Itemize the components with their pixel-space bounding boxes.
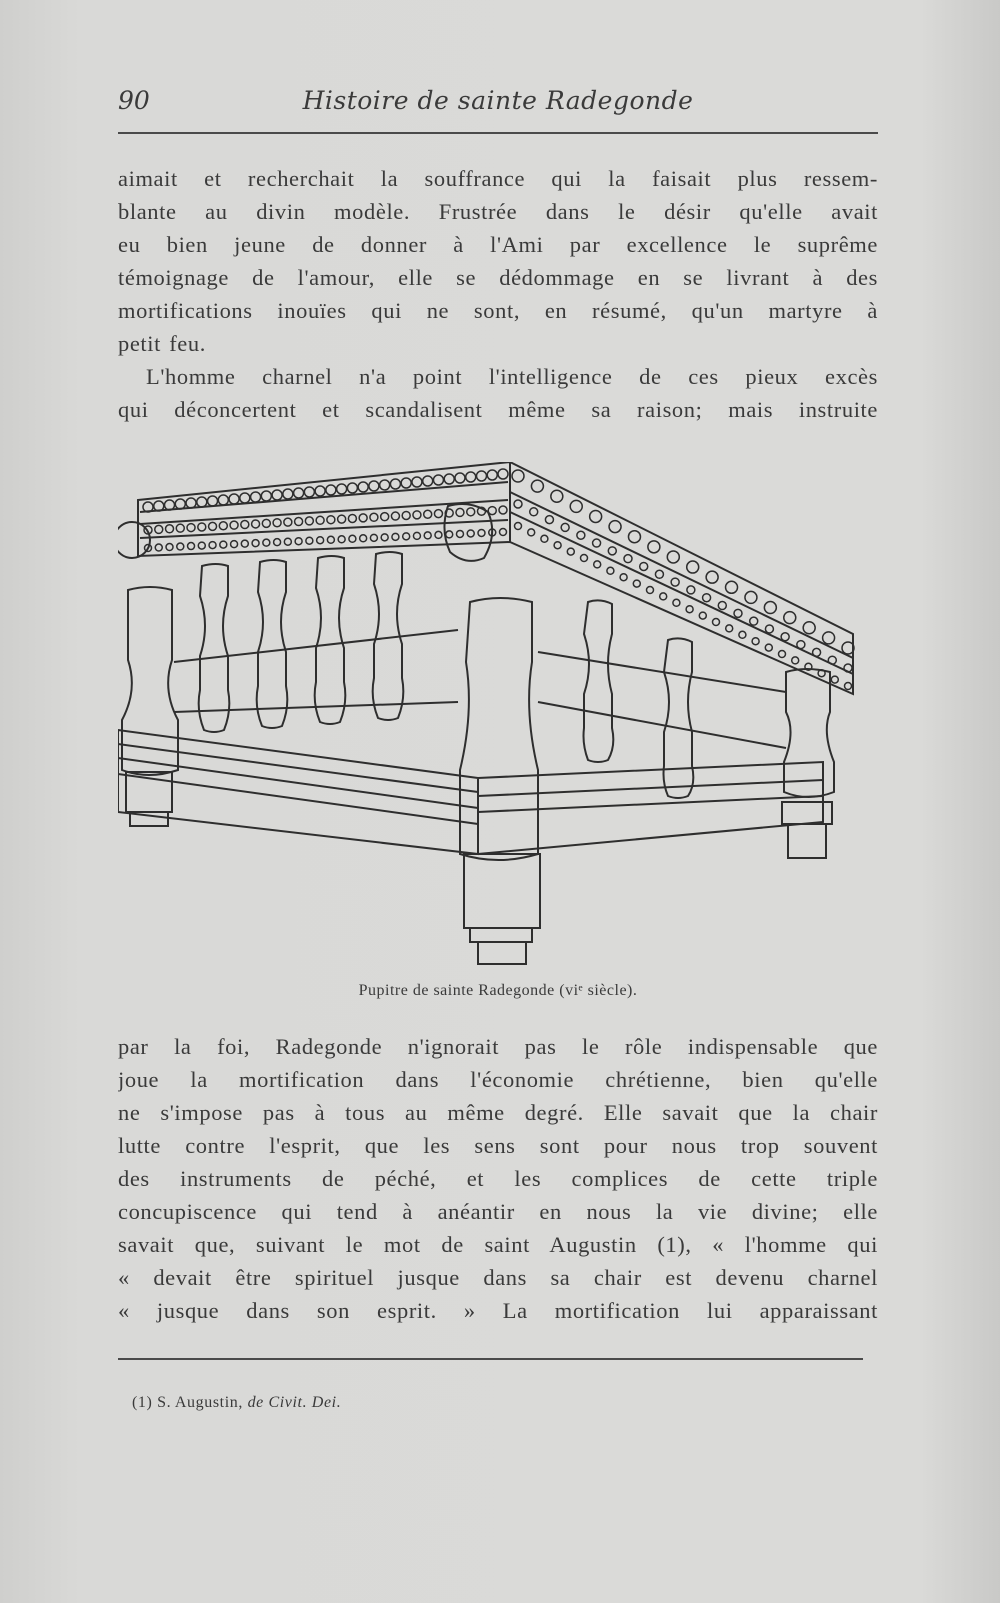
text-line: concupiscence qui tend à anéantir en nous la vie divine; elle [118, 1199, 878, 1224]
text-line: lutte contre l'esprit, que les sens sont pour nous trop souvent [118, 1133, 878, 1158]
page-header [118, 86, 878, 126]
text-line: « devait être spirituel jusque dans sa chair est devenu charnel [118, 1265, 878, 1290]
footnote-rule [118, 1358, 863, 1360]
paragraph-bottom [118, 1030, 878, 1327]
footnote [132, 1394, 341, 1412]
text-line: L'homme charnel n'a point l'intelligence de ces pieux excès [146, 364, 878, 389]
text-line: aimait et recherchait la souffrance qui la faisait plus ressem- [118, 166, 878, 191]
text-line: blante au divin modèle. Frustrée dans le désir qu'elle avait [118, 199, 878, 224]
footnote-work: de Civit. Dei. [247, 1394, 342, 1411]
text-line: joue la mortification dans l'économie chrétienne, bien qu'elle [118, 1067, 878, 1092]
footnote-author: S. Augustin, [157, 1394, 243, 1411]
text-line: mortifications inouïes qui ne sont, en résumé, qu'un martyre à [118, 298, 878, 323]
text-line: ne s'impose pas à tous au même degré. Elle savait que la chair [118, 1100, 878, 1125]
text-line: témoignage de l'amour, elle se dédommage en se livrant à des [118, 265, 878, 290]
text-line: par la foi, Radegonde n'ignorait pas le rôle indispensable que [118, 1034, 878, 1059]
figure-caption: Pupitre de sainte Radegonde (viᵉ siècle). [358, 982, 638, 999]
text-line: « jusque dans son esprit. » La mortification lui apparaissant [118, 1298, 878, 1323]
text-line: eu bien jeune de donner à l'Ami par excellence le suprême [118, 232, 878, 257]
lectern-illustration [118, 462, 878, 970]
paragraph-top [118, 162, 878, 426]
page-number: 90 [118, 86, 150, 115]
text-line: qui déconcertent et scandalisent même sa raison; mais instruite [118, 397, 878, 422]
text-line: petit feu. [118, 331, 206, 356]
header-rule [118, 132, 878, 134]
text-line: des instruments de péché, et les complices de cette triple [118, 1166, 878, 1191]
running-title: Histoire de sainte Radegonde [302, 86, 694, 115]
footnote-marker: (1) [132, 1394, 153, 1411]
text-line: savait que, suivant le mot de saint Augustin (1), « l'homme qui [118, 1232, 878, 1257]
